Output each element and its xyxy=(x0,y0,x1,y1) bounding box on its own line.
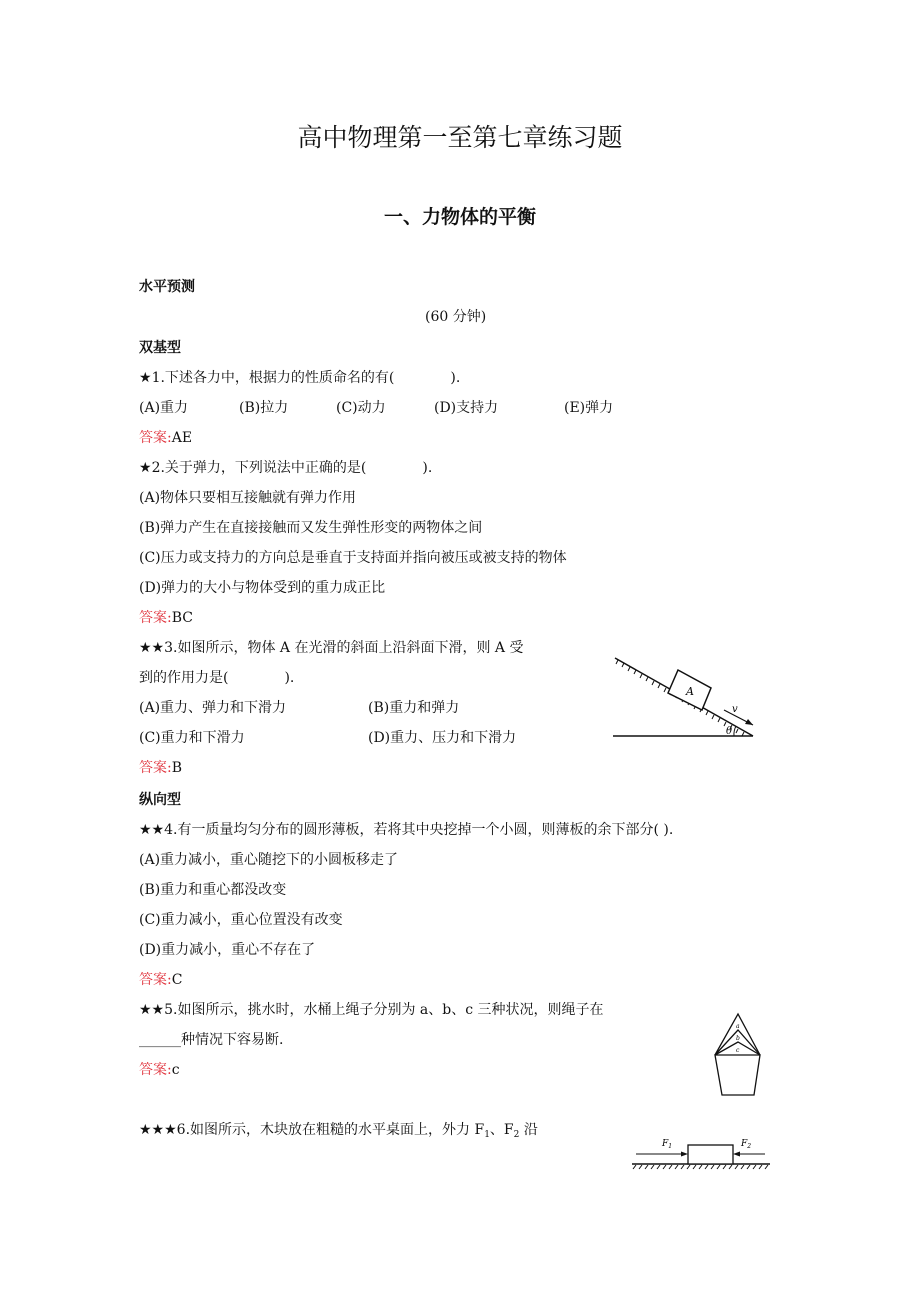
question-2 xyxy=(139,457,432,477)
question-1 xyxy=(139,367,460,387)
answer-5 xyxy=(139,1059,180,1079)
type-heading-basic: 双基型 xyxy=(139,340,181,356)
option-a[interactable]: (A)物体只要相互接触就有弹力作用 xyxy=(139,490,357,506)
answer-label: 答案: xyxy=(139,760,172,776)
question-text-line-1: 5.如图所示，挑水时，水桶上绳子分别为 a、b、c 三种状况，则绳子在 xyxy=(164,1002,604,1018)
force-f1-label: $F_1$ xyxy=(662,1139,673,1150)
option-c[interactable]: (C)重力减小，重心位置没有改变 xyxy=(139,912,343,928)
option-c[interactable]: (C)压力或支持力的方向总是垂直于支持面并指向被压或被支持的物体 xyxy=(139,550,567,566)
question-5 xyxy=(139,999,604,1019)
answer-4 xyxy=(139,969,182,989)
difficulty-stars: ★★ xyxy=(139,640,165,656)
option-d[interactable]: (D)重力减小，重心不存在了 xyxy=(139,942,316,958)
force-f1-arrowhead xyxy=(681,1152,688,1157)
question-text-line-1: 3.如图所示，物体 A 在光滑的斜面上沿斜面下滑，则 A 受 xyxy=(164,640,524,656)
question-text: 6.如图所示，木块放在粗糙的水平桌面上，外力 F xyxy=(176,1122,485,1138)
type-heading-vertical: 纵向型 xyxy=(139,792,181,808)
question-text: 4.有一质量均匀分布的圆形薄板，若将其中央挖掉一个小圆，则薄板的余下部分( ). xyxy=(164,822,674,838)
question-3 xyxy=(139,637,524,657)
question-text-post: 沿 xyxy=(519,1122,538,1138)
block-forces-figure xyxy=(628,1130,778,1175)
difficulty-stars: ★★ xyxy=(139,822,165,838)
question-text: 1.下述各力中，根据力的性质命名的有( ). xyxy=(151,370,461,386)
force-f2-arrowhead xyxy=(733,1152,740,1157)
question-text-line-2 xyxy=(139,1029,283,1049)
answer-3 xyxy=(139,757,182,777)
answer-value: BC xyxy=(171,610,193,626)
question-1-options xyxy=(139,397,639,417)
bucket-body xyxy=(715,1055,760,1095)
answer-blank[interactable]: ______ xyxy=(139,1032,181,1048)
subsection-heading: 水平预测 xyxy=(139,279,195,295)
document-title: 高中物理第一至第七章练习题 xyxy=(297,123,623,152)
option-c[interactable]: (C)重力和下滑力 xyxy=(139,730,245,746)
force-f2-label: $F_2$ xyxy=(741,1139,752,1150)
subscript-2: 2 xyxy=(513,1130,520,1140)
option-a[interactable]: (A)重力减小，重心随挖下的小圆板移走了 xyxy=(139,852,399,868)
question-text: 2.关于弹力，下列说法中正确的是( ). xyxy=(151,460,433,476)
bucket-figure xyxy=(710,1010,770,1100)
angle-arc xyxy=(734,726,736,736)
answer-value: c xyxy=(171,1062,180,1078)
question-6 xyxy=(139,1119,538,1140)
table-hatching xyxy=(633,1165,768,1169)
section-heading: 一、力物体的平衡 xyxy=(383,206,536,228)
option-d[interactable]: (D)重力、压力和下滑力 xyxy=(368,730,517,746)
answer-label: 答案: xyxy=(139,972,172,988)
rope-label-b: b xyxy=(736,1035,740,1042)
answer-value: AE xyxy=(171,430,193,446)
difficulty-stars: ★ xyxy=(139,370,152,386)
answer-2 xyxy=(139,607,193,627)
velocity-arrowhead xyxy=(745,719,753,725)
answer-label: 答案: xyxy=(139,1062,172,1078)
question-text-mid: 、F xyxy=(489,1122,514,1138)
answer-value: C xyxy=(171,972,183,988)
angle-label: θ xyxy=(726,726,733,737)
question-text-line-2: 到的作用力是( ). xyxy=(139,670,295,686)
option-b[interactable]: (B)重力和重心都没改变 xyxy=(139,882,287,898)
option-a[interactable]: (A)重力 xyxy=(139,400,189,416)
answer-value: B xyxy=(171,760,183,776)
option-b[interactable]: (B)重力和弹力 xyxy=(368,700,460,716)
question-text-rest: 种情况下容易断. xyxy=(181,1032,284,1048)
answer-1 xyxy=(139,427,192,447)
option-e[interactable]: (E)弹力 xyxy=(564,400,614,416)
option-d[interactable]: (D)弹力的大小与物体受到的重力成正比 xyxy=(139,580,386,596)
option-d[interactable]: (D)支持力 xyxy=(434,400,499,416)
answer-label: 答案: xyxy=(139,610,172,626)
duration-note: (60 分钟) xyxy=(425,309,487,325)
option-b[interactable]: (B)弹力产生在直接接触而又发生弹性形变的两物体之间 xyxy=(139,520,483,536)
block-label: A xyxy=(686,685,694,698)
rope-label-c: c xyxy=(736,1047,740,1054)
difficulty-stars: ★★★ xyxy=(139,1122,177,1138)
velocity-label: v xyxy=(732,704,738,715)
option-b[interactable]: (B)拉力 xyxy=(239,400,289,416)
difficulty-stars: ★★ xyxy=(139,1002,165,1018)
rope-label-a: a xyxy=(736,1023,740,1030)
answer-label: 答案: xyxy=(139,430,172,446)
difficulty-stars: ★ xyxy=(139,460,152,476)
option-a[interactable]: (A)重力、弹力和下滑力 xyxy=(139,700,287,716)
question-4 xyxy=(139,819,673,839)
subscript-1: 1 xyxy=(484,1130,490,1140)
option-c[interactable]: (C)动力 xyxy=(336,400,386,416)
wooden-block xyxy=(688,1145,733,1164)
incline-figure xyxy=(610,650,760,745)
